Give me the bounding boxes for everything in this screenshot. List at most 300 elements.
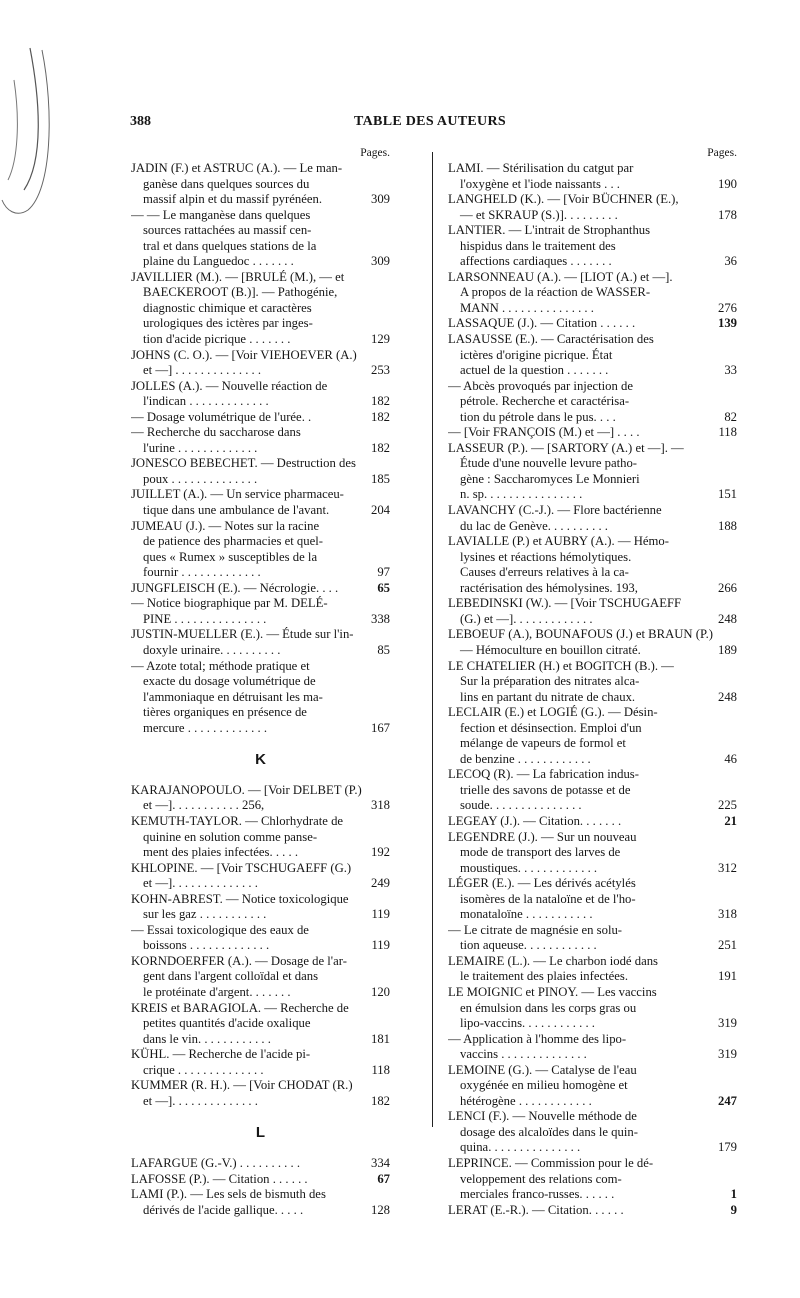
index-line <box>131 907 390 923</box>
index-line <box>131 1016 390 1032</box>
page-ref: 192 <box>368 845 390 861</box>
index-line <box>448 177 737 193</box>
entry-text: LASAUSSE (E.). — Caractérisation des <box>448 332 654 347</box>
index-line <box>131 487 390 503</box>
entry-text: pétrole. Recherche et caractérisa- <box>460 394 630 409</box>
page-ref: 167 <box>368 721 390 737</box>
entry-text: — — Le manganèse dans quelques <box>131 207 311 222</box>
entry-text: — Azote total; méthode pratique et <box>131 658 310 673</box>
entry-text: JOLLES (A.). — Nouvelle réaction de <box>131 378 328 393</box>
index-line <box>448 332 737 348</box>
entry-text: LANGHELD (K.). — [Voir BÜCHNER (E.), <box>448 192 679 207</box>
index-line <box>131 1078 390 1094</box>
entry-text: JONESCO BEBECHET. — Destruction des <box>131 456 356 471</box>
index-line <box>448 954 737 970</box>
page-ref: 21 <box>721 814 737 830</box>
page-ref: 253 <box>368 363 390 379</box>
page-ref: 85 <box>374 643 390 659</box>
index-line <box>448 1001 737 1017</box>
index-line <box>448 1187 737 1203</box>
index-line <box>448 969 737 985</box>
entry-text: LECOQ (R). — La fabrication indus- <box>448 767 639 782</box>
index-line <box>131 519 390 535</box>
section-letter: K <box>255 750 266 768</box>
index-line <box>131 1063 390 1079</box>
page-ref: 247 <box>715 1094 737 1110</box>
index-line <box>448 845 737 861</box>
index-line <box>448 456 737 472</box>
entry-text: diagnostic chimique et caractères <box>143 300 312 315</box>
entry-text: ques « Rumex » susceptibles de la <box>143 549 318 564</box>
entry-text: vaccins . . . . . . . . . . . . . . <box>460 1047 587 1062</box>
entry-text: oxygénée en milieu homogène et <box>460 1078 628 1093</box>
index-line <box>131 1203 390 1219</box>
page-ref: 120 <box>368 985 390 1001</box>
index-line <box>448 550 737 566</box>
page-ref: 36 <box>721 254 737 270</box>
entry-text: KREIS et BARAGIOLA. — Recherche de <box>131 1000 349 1015</box>
entry-text: et —]. . . . . . . . . . . . . . <box>143 876 258 891</box>
index-line <box>131 923 390 939</box>
entry-text: LAMI (P.). — Les sels de bismuth des <box>131 1187 326 1202</box>
page-ref: 338 <box>368 612 390 628</box>
index-line <box>131 550 390 566</box>
entry-text: lins en partant du nitrate de chaux. <box>460 689 636 704</box>
index-line <box>131 1047 390 1063</box>
entry-text: KHLOPINE. — [Voir TSCHUGAEFF (G.) <box>131 860 352 875</box>
entry-text: lipo-vaccins. . . . . . . . . . . . <box>460 1016 595 1031</box>
pages-label: Pages. <box>360 147 390 159</box>
index-line <box>131 503 390 519</box>
entry-text: LARSONNEAU (A.). — [LIOT (A.) et —]. <box>448 269 673 284</box>
page-ref: 312 <box>715 861 737 877</box>
page-ref: 9 <box>728 1203 737 1219</box>
entry-text: ganèse dans quelques sources du <box>143 176 310 191</box>
page-ref: 334 <box>368 1156 390 1172</box>
entry-text: JAVILLIER (M.). — [BRULÉ (M.), — et <box>131 269 345 284</box>
index-line <box>448 892 737 908</box>
entry-text: quina. . . . . . . . . . . . . . . <box>460 1140 581 1155</box>
entry-text: tique dans une ambulance de l'avant. <box>143 503 330 518</box>
entry-text: KUMMER (R. H.). — [Voir CHODAT (R.) <box>131 1078 353 1093</box>
index-line <box>131 1187 390 1203</box>
index-line <box>131 612 390 628</box>
index-line <box>448 783 737 799</box>
entry-text: JUNGFLEISCH (E.). — Nécrologie. . . . <box>131 580 339 595</box>
entry-text: l'oxygène et l'iode naissants . . . <box>460 176 620 191</box>
page-ref: 248 <box>715 690 737 706</box>
index-line <box>448 876 737 892</box>
entry-text: MANN . . . . . . . . . . . . . . . <box>460 300 594 315</box>
page-ref: 65 <box>374 581 390 597</box>
page-ref: 191 <box>715 969 737 985</box>
entry-text: petites quantités d'acide oxalique <box>143 1016 311 1031</box>
index-line <box>448 1063 737 1079</box>
index-line <box>448 705 737 721</box>
index-line <box>448 674 737 690</box>
page-ref: 182 <box>368 1094 390 1110</box>
entry-text: LEPRINCE. — Commission pour le dé- <box>448 1156 654 1170</box>
entry-text: JUSTIN-MUELLER (E.). — Étude sur l'in- <box>131 627 354 642</box>
index-line <box>448 425 737 441</box>
entry-text: tion du pétrole dans le pus. . . . <box>460 409 616 424</box>
section-letter: L <box>255 1123 266 1141</box>
page-ref: 225 <box>715 798 737 814</box>
entry-text: tion aqueuse. . . . . . . . . . . . <box>460 938 597 953</box>
entry-text: de patience des pharmacies et quel- <box>143 534 324 549</box>
entry-text: dans le vin. . . . . . . . . . . . <box>143 1031 271 1046</box>
index-line <box>131 985 390 1001</box>
index-line <box>448 581 737 597</box>
page-ref: 190 <box>715 177 737 193</box>
page-ref: 266 <box>715 581 737 597</box>
index-line <box>448 767 737 783</box>
index-line <box>448 565 737 581</box>
index-line <box>131 1156 390 1172</box>
page-ref: 309 <box>368 192 390 208</box>
index-line <box>131 301 390 317</box>
entry-text: veloppement des relations com- <box>460 1171 622 1186</box>
entry-text: affections cardiaques . . . . . . . <box>460 254 612 269</box>
entry-text: — Le citrate de magnésie en solu- <box>448 922 623 937</box>
index-line <box>448 301 737 317</box>
entry-text: fournir . . . . . . . . . . . . . <box>143 565 261 580</box>
index-line <box>448 923 737 939</box>
page-ref: 248 <box>715 612 737 628</box>
index-line <box>448 1172 737 1188</box>
index-line <box>448 410 737 426</box>
index-line <box>448 612 737 628</box>
entry-text: — Essai toxicologique des eaux de <box>131 922 309 937</box>
entry-text: en émulsion dans les corps gras ou <box>460 1000 637 1015</box>
index-line <box>131 643 390 659</box>
entry-text: LEBEDINSKI (W.). — [Voir TSCHUGAEFF <box>448 596 682 611</box>
left-column <box>131 146 390 1218</box>
index-line <box>131 316 390 332</box>
index-line <box>448 208 737 224</box>
index-line <box>448 1078 737 1094</box>
index-line <box>131 472 390 488</box>
entry-text: Étude d'une nouvelle levure patho- <box>460 456 638 471</box>
entry-text: soude. . . . . . . . . . . . . . . <box>460 798 582 813</box>
entry-text: KOHN-ABREST. — Notice toxicologique <box>131 891 349 906</box>
entry-text: LASSEUR (P.). — [SARTORY (A.) et —]. — <box>448 440 684 455</box>
entry-text: LERAT (E.-R.). — Citation. . . . . . <box>448 1202 624 1217</box>
entry-text: Causes d'erreurs relatives à la ca- <box>460 565 629 580</box>
entry-text: crique . . . . . . . . . . . . . . <box>143 1062 264 1077</box>
entry-text: ractérisation des hémolysines. 193, <box>460 580 638 595</box>
index-line <box>131 674 390 690</box>
entry-text: LEGENDRE (J.). — Sur un nouveau <box>448 829 637 844</box>
entry-text: fection et désinsection. Emploi d'un <box>460 720 642 735</box>
index-line <box>131 441 390 457</box>
index-line <box>448 752 737 768</box>
index-line <box>131 954 390 970</box>
entry-text: merciales franco-russes. . . . . . <box>460 1187 615 1202</box>
entry-text: ictères d'origine picrique. État <box>460 347 613 362</box>
entry-text: l'indican . . . . . . . . . . . . . <box>143 394 269 409</box>
index-line <box>131 208 390 224</box>
page-ref: 319 <box>715 1016 737 1032</box>
section-spacer <box>131 736 390 752</box>
entry-text: LENCI (F.). — Nouvelle méthode de <box>448 1109 637 1124</box>
index-line <box>131 379 390 395</box>
entry-text: JADIN (F.) et ASTRUC (A.). — Le man- <box>131 161 343 175</box>
index-line <box>448 985 737 1001</box>
index-line <box>448 192 737 208</box>
entry-text: — [Voir FRANÇOIS (M.) et —] . . . . <box>448 425 640 440</box>
index-line <box>131 705 390 721</box>
page-ref: 129 <box>368 332 390 348</box>
entry-text: — Notice biographique par M. DELÉ- <box>131 596 328 611</box>
entry-text: l'ammoniaque en détruisant les ma- <box>143 689 323 704</box>
index-line <box>131 892 390 908</box>
index-line <box>448 534 737 550</box>
entry-text: boissons . . . . . . . . . . . . . <box>143 938 270 953</box>
entry-text: LAFOSSE (P.). — Citation . . . . . . <box>131 1171 308 1186</box>
page-ref: 182 <box>368 410 390 426</box>
entry-text: exacte du dosage volumétrique de <box>143 674 316 689</box>
index-line <box>448 348 737 364</box>
entry-text: KÜHL. — Recherche de l'acide pi- <box>131 1047 311 1062</box>
index-line <box>448 161 737 177</box>
index-line <box>131 721 390 737</box>
index-line <box>131 161 390 177</box>
index-line <box>131 534 390 550</box>
entry-text: plaine du Languedoc . . . . . . . <box>143 254 294 269</box>
index-line <box>131 239 390 255</box>
index-line <box>131 845 390 861</box>
index-line <box>448 1047 737 1063</box>
column-divider <box>432 152 433 1127</box>
entry-text: — Abcès provoqués par injection de <box>448 378 633 393</box>
entry-text: mode de transport des larves de <box>460 845 621 860</box>
index-line <box>448 223 737 239</box>
page-ref: 33 <box>721 363 737 379</box>
page-ref: 188 <box>715 519 737 535</box>
entry-text: et —]. . . . . . . . . . . 256, <box>143 798 265 813</box>
entry-text: dérivés de l'acide gallique. . . . . <box>143 1202 304 1217</box>
entry-text: LAVIALLE (P.) et AUBRY (A.). — Hémo- <box>448 534 669 549</box>
index-line <box>448 1156 737 1172</box>
index-line <box>131 876 390 892</box>
index-line <box>131 332 390 348</box>
section-spacer <box>131 1109 390 1125</box>
entry-text: LAMI. — Stérilisation du catgut par <box>448 161 634 175</box>
index-line <box>448 239 737 255</box>
entry-text: doxyle urinaire. . . . . . . . . . <box>143 642 281 657</box>
entry-text: gène : Saccharomyces Le Monnieri <box>460 471 640 486</box>
entry-text: LÉGER (E.). — Les dérivés acétylés <box>448 876 636 891</box>
entry-text: — Application à l'homme des lipo- <box>448 1031 627 1046</box>
index-line <box>448 1109 737 1125</box>
page-ref: 182 <box>368 394 390 410</box>
index-line <box>131 1032 390 1048</box>
page-ref: 139 <box>715 316 737 332</box>
entry-text: — Recherche du saccharose dans <box>131 425 301 440</box>
entry-text: actuel de la question . . . . . . . <box>460 363 609 378</box>
index-line <box>448 285 737 301</box>
index-line <box>448 721 737 737</box>
entry-text: LASSAQUE (J.). — Citation . . . . . . <box>448 316 636 331</box>
entry-text: et —]. . . . . . . . . . . . . . <box>143 1093 258 1108</box>
page-ref: 204 <box>368 503 390 519</box>
index-line <box>131 348 390 364</box>
page-ref: 67 <box>374 1172 390 1188</box>
entry-text: LE MOIGNIC et PINOY. — Les vaccins <box>448 984 657 999</box>
index-line <box>131 798 390 814</box>
index-line <box>448 798 737 814</box>
index-line <box>131 1001 390 1017</box>
page-ref: 276 <box>715 301 737 317</box>
entry-text: lysines et réactions hémolytiques. <box>460 549 632 564</box>
index-line <box>131 223 390 239</box>
index-line <box>131 363 390 379</box>
entry-text: LAFARGUE (G.-V.) . . . . . . . . . . <box>131 1156 301 1170</box>
index-line <box>448 736 737 752</box>
index-line <box>448 1032 737 1048</box>
right-column <box>448 146 737 1218</box>
index-line <box>448 1094 737 1110</box>
page-ref: 309 <box>368 254 390 270</box>
index-line <box>448 596 737 612</box>
index-line <box>131 1172 390 1188</box>
entry-text: tral et dans quelques stations de la <box>143 238 317 253</box>
index-line <box>448 1016 737 1032</box>
entry-text: et —] . . . . . . . . . . . . . . <box>143 363 262 378</box>
index-line <box>448 363 737 379</box>
index-line <box>131 627 390 643</box>
index-line <box>131 938 390 954</box>
entry-text: KEMUTH-TAYLOR. — Chlorhydrate de <box>131 813 344 828</box>
entry-text: JOHNS (C. O.). — [Voir VIEHOEVER (A.) <box>131 347 357 362</box>
entry-text: urologiques des ictères par inges- <box>143 316 313 331</box>
entry-text: JUMEAU (J.). — Notes sur la racine <box>131 518 320 533</box>
entry-text: LEMAIRE (L.). — Le charbon iodé dans <box>448 953 658 968</box>
index-line <box>131 285 390 301</box>
entry-text: KARAJANOPOULO. — [Voir DELBET (P.) <box>131 782 362 797</box>
entry-text: LEBOEUF (A.), BOUNAFOUS (J.) et BRAUN (P.) <box>448 627 714 642</box>
page-ref: 182 <box>368 441 390 457</box>
page-ref: 118 <box>715 425 737 441</box>
index-line <box>448 316 737 332</box>
page-ref: 118 <box>368 1063 390 1079</box>
entry-text: LECLAIR (E.) et LOGIÉ (G.). — Désin- <box>448 705 658 720</box>
page-ref: 251 <box>715 938 737 954</box>
index-line <box>448 643 737 659</box>
index-line <box>448 1203 737 1219</box>
index-line <box>131 394 390 410</box>
entry-text: monataloïne . . . . . . . . . . . <box>460 907 593 922</box>
pages-label: Pages. <box>707 147 737 159</box>
entry-text: — et SKRAUP (S.)]. . . . . . . . . <box>460 207 618 222</box>
entry-text: l'urine . . . . . . . . . . . . . <box>143 440 258 455</box>
page-ref: 185 <box>368 472 390 488</box>
right-entries <box>448 161 737 1218</box>
entry-text: tières organiques en présence de <box>143 705 307 720</box>
page-ref: 97 <box>374 565 390 581</box>
index-line <box>448 441 737 457</box>
page-ref: 151 <box>715 487 737 503</box>
index-line <box>448 814 737 830</box>
index-line <box>131 596 390 612</box>
page-ref: 181 <box>368 1032 390 1048</box>
page-ref: 318 <box>715 907 737 923</box>
entry-text: — Hémoculture en bouillon citraté. <box>460 642 641 657</box>
page-ref: 179 <box>715 1140 737 1156</box>
index-line <box>131 830 390 846</box>
page-ref: 318 <box>368 798 390 814</box>
entry-text: n. sp. . . . . . . . . . . . . . . . <box>460 487 583 502</box>
index-line <box>448 1125 737 1141</box>
page-ref: 82 <box>721 410 737 426</box>
entry-text: le traitement des plaies infectées. <box>460 969 629 984</box>
entry-text: hispidus dans le traitement des <box>460 238 616 253</box>
entry-text: de benzine . . . . . . . . . . . . <box>460 751 591 766</box>
index-line <box>131 410 390 426</box>
margin-pencil-mark <box>0 40 64 240</box>
left-entries <box>131 161 390 1218</box>
entry-text: le protéinate d'argent. . . . . . . <box>143 984 291 999</box>
entry-text: sur les gaz . . . . . . . . . . . <box>143 907 267 922</box>
index-line <box>448 270 737 286</box>
index-line <box>448 627 737 643</box>
entry-text: moustiques. . . . . . . . . . . . . <box>460 860 598 875</box>
page-ref: 119 <box>368 907 390 923</box>
entry-text: sources rattachées au massif cen- <box>143 223 312 238</box>
index-line <box>448 938 737 954</box>
entry-text: mélange de vapeurs de formol et <box>460 736 626 751</box>
entry-text: Sur la préparation des nitrates alca- <box>460 674 640 689</box>
entry-text: LE CHATELIER (H.) et BOGITCH (B.). — <box>448 658 674 673</box>
index-line <box>448 519 737 535</box>
entry-text: — Dosage volumétrique de l'urée. . <box>131 409 312 424</box>
index-line <box>448 861 737 877</box>
index-line <box>448 503 737 519</box>
index-line <box>131 177 390 193</box>
page-ref: 249 <box>368 876 390 892</box>
entry-text: mercure . . . . . . . . . . . . . <box>143 720 268 735</box>
page-ref: 119 <box>368 938 390 954</box>
page-ref: 1 <box>728 1187 737 1203</box>
index-line <box>131 814 390 830</box>
section-spacer <box>131 1140 390 1156</box>
running-head: TABLE DES AUTEURS <box>354 114 506 129</box>
page-ref: 128 <box>368 1203 390 1219</box>
page-header <box>130 114 730 134</box>
entry-text: LEMOINE (G.). — Catalyse de l'eau <box>448 1062 637 1077</box>
entry-text: LEGEAY (J.). — Citation. . . . . . . <box>448 813 622 828</box>
entry-text: JUILLET (A.). — Un service pharmaceu- <box>131 487 344 502</box>
entry-text: dosage des alcaloïdes dans le quin- <box>460 1124 638 1139</box>
index-line <box>448 487 737 503</box>
entry-text: isomères de la nataloïne et de l'ho- <box>460 891 636 906</box>
entry-text: du lac de Genève. . . . . . . . . . <box>460 518 608 533</box>
entry-text: massif alpin et du massif pyrénéen. <box>143 192 322 207</box>
index-line <box>131 456 390 472</box>
entry-text: poux . . . . . . . . . . . . . . <box>143 471 258 486</box>
page-ref: 46 <box>721 752 737 768</box>
entry-text: BAECKEROOT (B.)]. — Pathogénie, <box>143 285 338 300</box>
entry-text: A propos de la réaction de WASSER- <box>460 285 651 300</box>
page-number: 388 <box>130 114 151 129</box>
index-line <box>131 783 390 799</box>
entry-text: gent dans l'argent colloïdal et dans <box>143 969 319 984</box>
entry-text: (G.) et —]. . . . . . . . . . . . . <box>460 611 593 626</box>
page-ref: 189 <box>715 643 737 659</box>
index-line <box>131 1094 390 1110</box>
index-line <box>131 192 390 208</box>
